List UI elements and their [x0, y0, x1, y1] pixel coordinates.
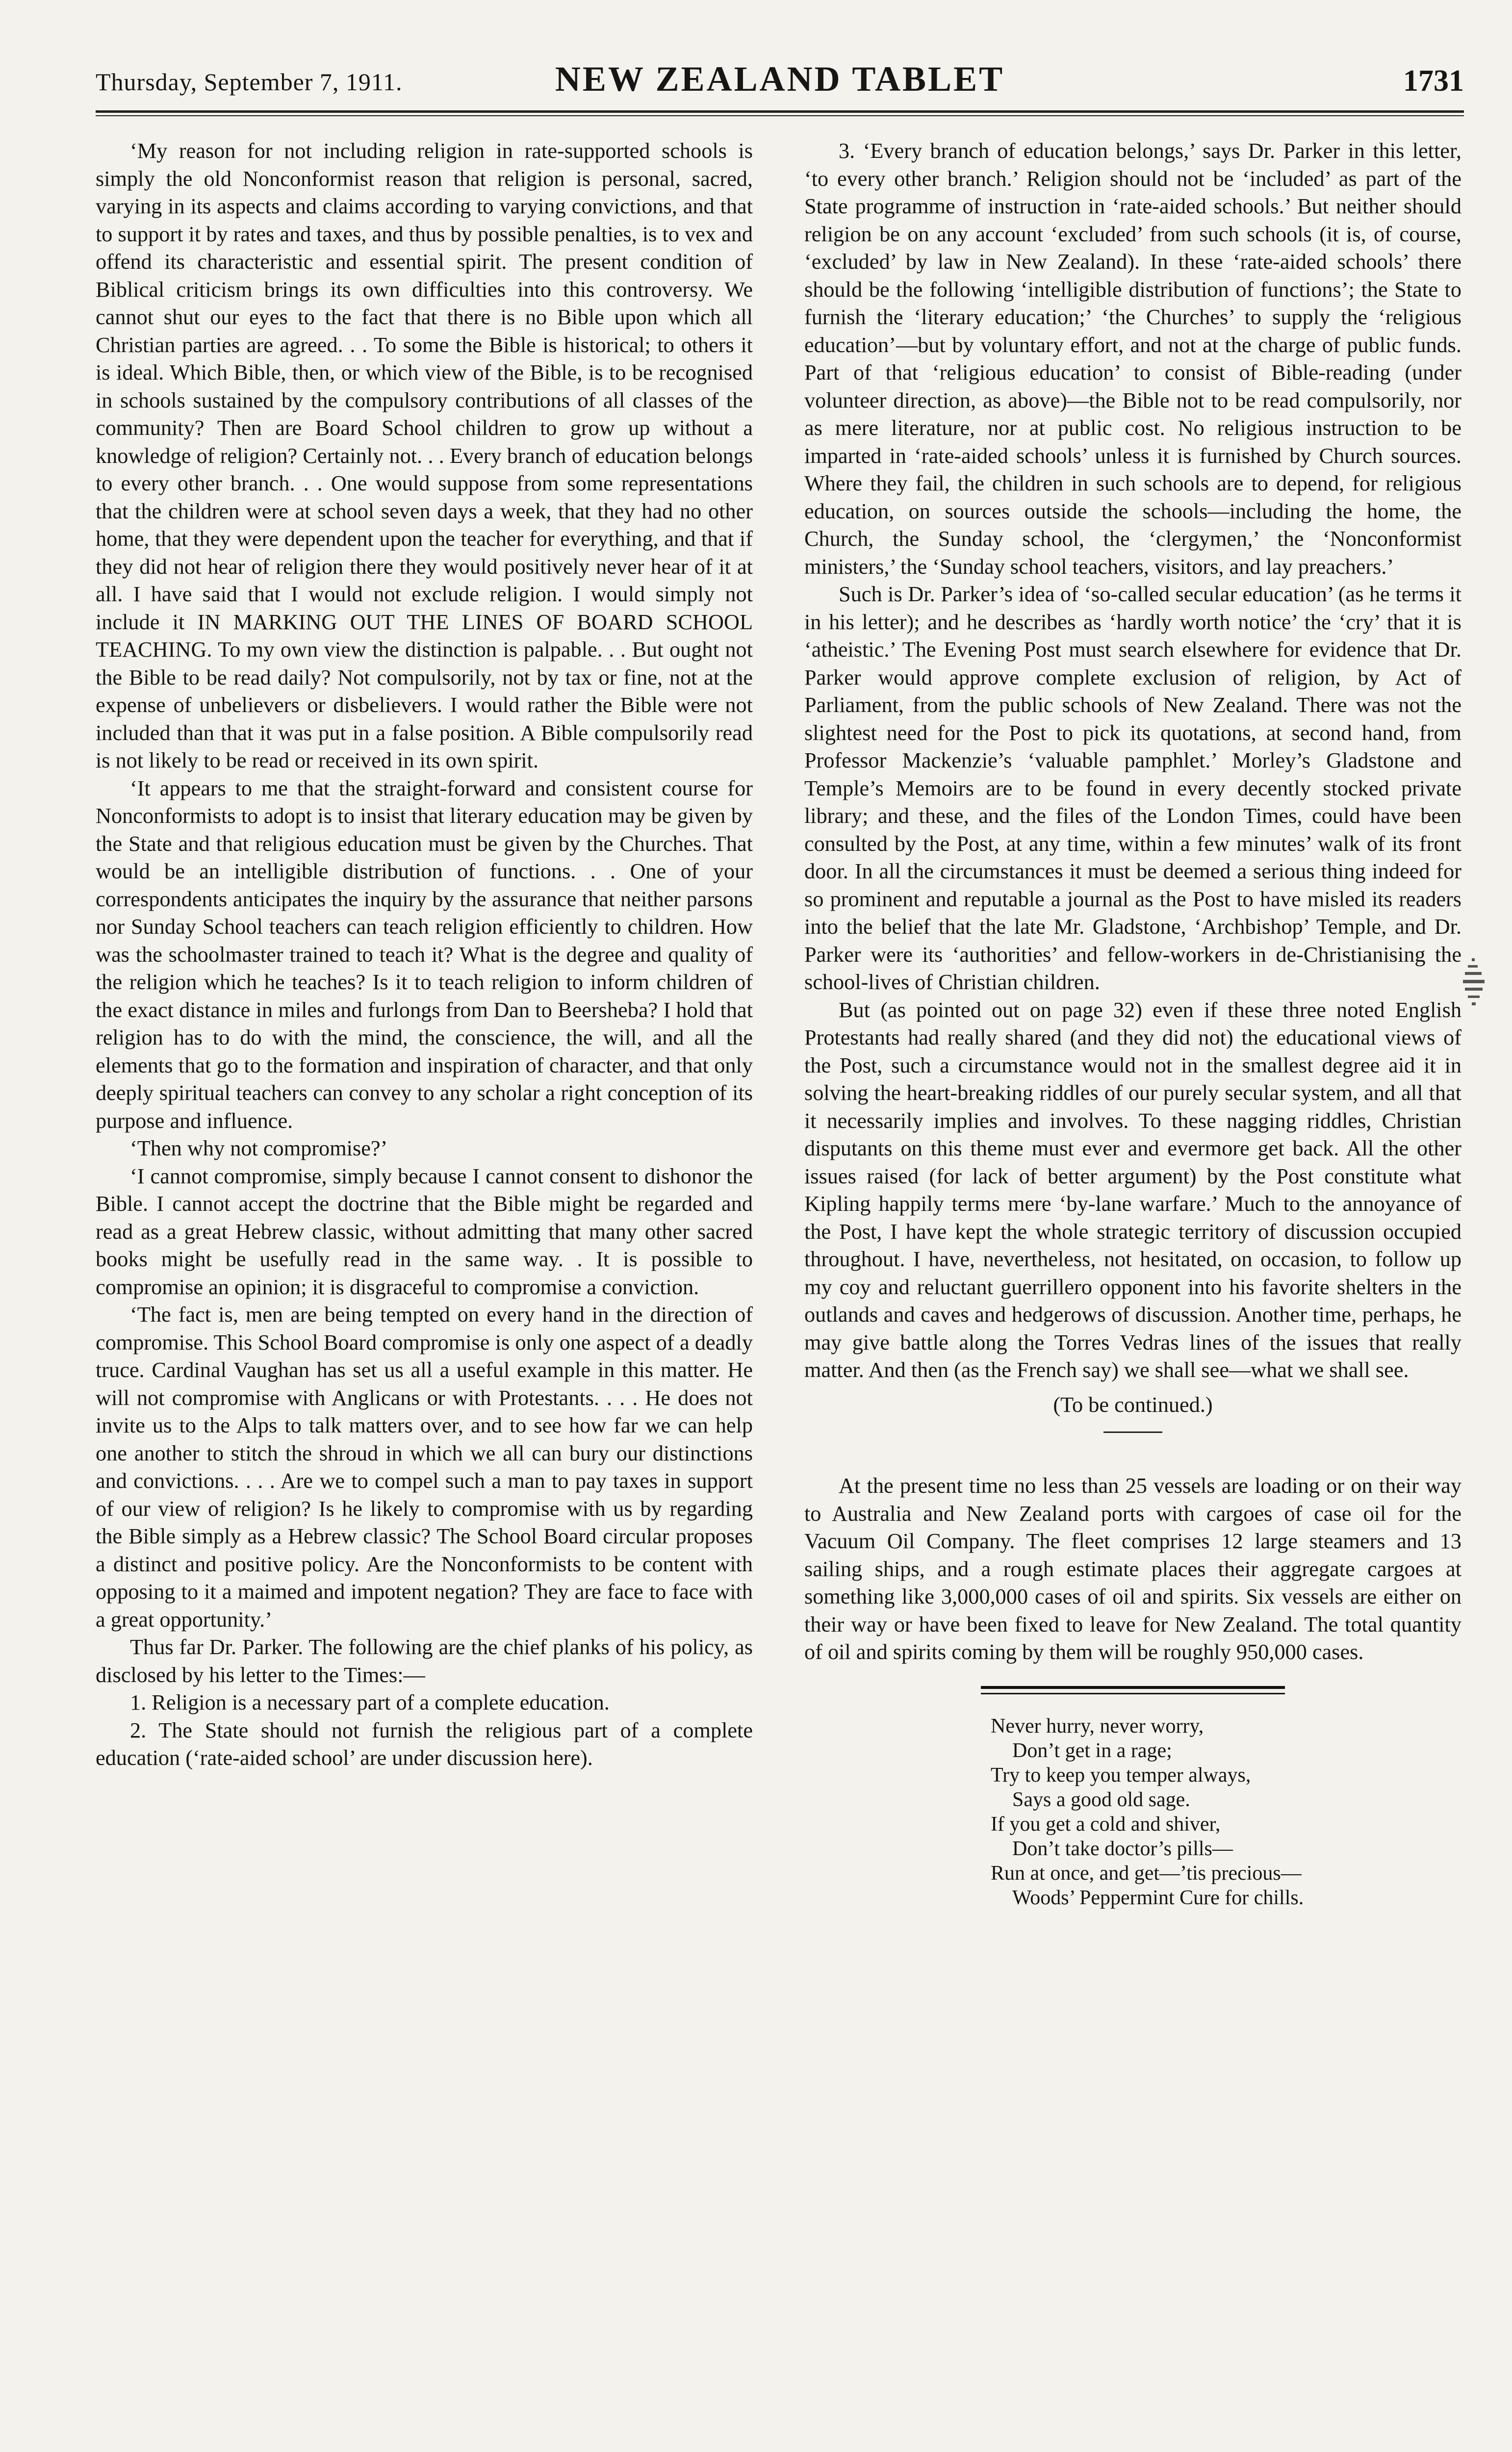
policy-item: 3. ‘Every branch of education belongs,’ says Dr. Parker in this letter, ‘to every other branch.’ Religion should not be ‘included’ as part of the State programme of instruction in ‘rate-aided schools.’ But neither should religion be on any account ‘excluded’ from such schools (it is, of course, ‘excluded’ by law in New Zealand). In these ‘rate-aided schools’ there should be the following ‘intelligible distribution of functions’; the State to furnish the ‘literary education;’ ‘the Churches’ to supply the ‘religious education’—but by voluntary effort, and not at the charge of public funds. Part of that ‘religious education’ to consist of Bible-reading (under volunteer direction, as above)—the Bible not to be read compulsorily, nor as mere literature, nor at public cost. No religious instruction to be imparted in ‘rate-aided schools’ unless it is furnished by Church sources. Where they fail, the children in such schools are to depend, for religious education, on sources outside the schools—including the home, the Church, the Sunday school, the ‘clergymen,’ the ‘Nonconformist ministers,’ the ‘Sunday school teachers, visitors, and lay preachers.’ [804, 139, 1461, 579]
page-number: 1731 [1403, 64, 1464, 98]
news-item: At the present time no less than 25 vessels are loading or on their way to Australia and New Zealand ports with cargoes of case oil for the Vacuum Oil Company. The fleet comprises 12 large steamers and 13 sailing ships, and a rough estimate places their aggregate cargoes at something like 3,000,000 cases of oil and spirits. Six vessels are either on their way or have been fixed to leave for New Zealand. The total quantity of oil and spirits coming by them will be roughly 950,000 cases. [804, 1474, 1461, 1664]
article-paragraph: ‘It appears to me that the straight-forward and consistent course for Nonconformists to adopt is to insist that literary education may be given by the State and that religious education must be given by the Churches. That would be an intelligible distribution of functions. . . One of your correspondents anticipates the inquiry by the assurance that neither parsons nor Sunday School teachers can teach religion efficiently to children. How was the schoolmaster trained to teach it? What is the degree and quality of the religion which he teaches? Is it to teach religion to inform children of the exact distance in miles and furlongs from Dan to Beersheba? I hold that religion has to do with the mind, the conscience, the will, and all the elements that go to the formation and inspiration of character, and that only deeply spiritual teachers can convey to any scholar a right conception of its purpose and influence. [96, 776, 753, 1133]
section-divider [1103, 1431, 1162, 1433]
article-paragraph: ‘I cannot compromise, simply because I cannot consent to dishonor the Bible. I cannot accept the doctrine that the Bible might be regarded and read as a great Hebrew classic, without admitting that many other sacred books might be usefully read in the same way. . It is possible to compromise an opinion; it is disgraceful to compromise a conviction. [96, 1164, 753, 1299]
to-be-continued: (To be continued.) [1053, 1392, 1213, 1417]
right-column [804, 137, 1461, 2418]
masthead [96, 59, 1464, 105]
article-paragraph: But (as pointed out on page 32) even if these three noted English Protestants had really shared (and they did not) the educational views of the Post, such a circumstance would not in the smallest degree aid it in solving the heart-breaking riddles of our purely secular system, and all that it necessarily implies and involves. To these nagging riddles, Christian disputants on this theme must ever and evermore get back. All the other issues raised (for lack of better argument) by the Post constitute what Kipling happily terms mere ‘by-lane warfare.’ Much to the annoyance of the Post, I have kept the whole strategic territory of discussion occupied throughout. I have, nevertheless, not hesitated, on occasion, to follow up my coy and reluctant guerrillero opponent into his favorite shelters in the outlands and caves and hedgerows of discussion. Another time, perhaps, he may give battle along the Torres Vedras lines of the issues that really matter. And then (as the French say) we shall see—what we shall see. [804, 997, 1461, 1382]
poem-line: If you get a cold and shiver, [991, 1813, 1221, 1836]
poem-line: Woods’ Peppermint Cure for chills. [1012, 1886, 1304, 1909]
advert-poem [991, 1714, 1461, 1910]
article-paragraph: Such is Dr. Parker’s idea of ‘so-called secular education’ (as he terms it in his letter); and he describes as ‘hardly worth notice’ the ‘cry’ that it is ‘atheistic.’ The Evening Post must search elsewhere for evidence that Dr. Parker would approve complete exclusion of religion, by Act of Parliament, from the public schools of New Zealand. There was not the slightest need for the Post to pick its quotations, at second hand, from Professor Mackenzie’s ‘valuable pamphlet.’ Morley’s Gladstone and Temple’s Memoirs are to be found in every decently stocked private library; and these, and the files of the London Times, could have been consulted by the Post, at any time, within a few minutes’ walk of its front door. In all the circumstances it must be deemed a serious thing indeed for so prominent and reputable a journal as the Post to have misled its readers into the belief that the late Mr. Gladstone, ‘Archbishop’ Temple, and Dr. Parker were its ‘authorities’ and fellow-workers in de-Christianising the school-lives of Christian children. [804, 582, 1461, 994]
poem-line: Don’t take doctor’s pills— [1012, 1837, 1233, 1860]
article-paragraph: ‘The fact is, men are being tempted on every hand in the direction of compromise. This School Board compromise is only one aspect of a deadly truce. Cardinal Vaughan has set us all a useful example in this matter. He will not compromise with Anglicans or with Protestants. . . . He does not invite us to the Alps to talk matters over, and to see how far we can help one another to stitch the shroud in which we all can bury our distinctions and convictions. . . . Are we to compel such a man to pay taxes in support of our view of religion? Is he likely to compromise with us by regarding the Bible simply as a Hebrew classic? The School Board circular proposes a distinct and positive policy. Are the Nonconformists to be content with opposing to it a maimed and impotent negation? They are face to face with a great opportunity.’ [96, 1303, 753, 1632]
policy-item: 1. Religion is a necessary part of a complete education. [130, 1690, 610, 1714]
poem-line: Don’t get in a rage; [1012, 1739, 1172, 1762]
header-rule [96, 110, 1464, 116]
binding-mark-icon [1459, 956, 1488, 1010]
left-column [96, 137, 753, 2418]
poem-line: Try to keep you temper always, [991, 1763, 1251, 1787]
article-paragraph: ‘My reason for not including religion in rate-supported schools is simply the old Nonconformist reason that religion is personal, sacred, varying in its aspects and claims according to varying convictions, and that to support it by rates and taxes, and thus by possible penalties, is to vex and offend its characteristic and essential spirit. The present condition of Biblical criticism brings its own difficulties into this controversy. We cannot shut our eyes to the fact that there is no Bible upon which all Christian parties are agreed. . . To some the Bible is historical; to others it is ideal. Which Bible, then, or which view of the Bible, is to be recognised in schools sustained by the compulsory contributions of all classes of the community? Then are Board School children to grow up without a knowledge of religion? Certainly not. . . Every branch of education belongs to every other branch. . . One would suppose from some representations that the children were at school seven days a week, that they had no other home, that they were dependent upon the teacher for everything, and that if they did not hear of religion there they would positively never hear of it at all. I have said that I would not exclude religion. I would simply not include it IN MARKING OUT THE LINES OF BOARD SCHOOL TEACHING. To my own view the distinction is palpable. . . But ought not the Bible to be read daily? Not compulsorily, not by tax or fine, not at the expense of unbelievers or disbelievers. I would rather the Bible were not included than that it was put in a false position. A Bible compulsorily read is not likely to be read or received in its own spirit. [96, 139, 753, 772]
ornamental-rule [981, 1686, 1285, 1694]
poem-line: Says a good old sage. [1012, 1788, 1190, 1811]
article-paragraph: ‘Then why not compromise?’ [130, 1136, 388, 1160]
issue-date: Thursday, September 7, 1911. [96, 68, 403, 96]
poem-line: Run at once, and get—’tis precious— [991, 1862, 1302, 1885]
policy-item: 2. The State should not furnish the religious part of a complete education (‘rate-aided school’ are under discussion here). [96, 1718, 753, 1770]
article-paragraph: Thus far Dr. Parker. The following are the chief planks of his policy, as disclosed by his letter to the Times:— [96, 1635, 753, 1687]
publication-title: NEW ZEALAND TABLET [555, 59, 1005, 99]
poem-line: Never hurry, never worry, [991, 1714, 1204, 1737]
